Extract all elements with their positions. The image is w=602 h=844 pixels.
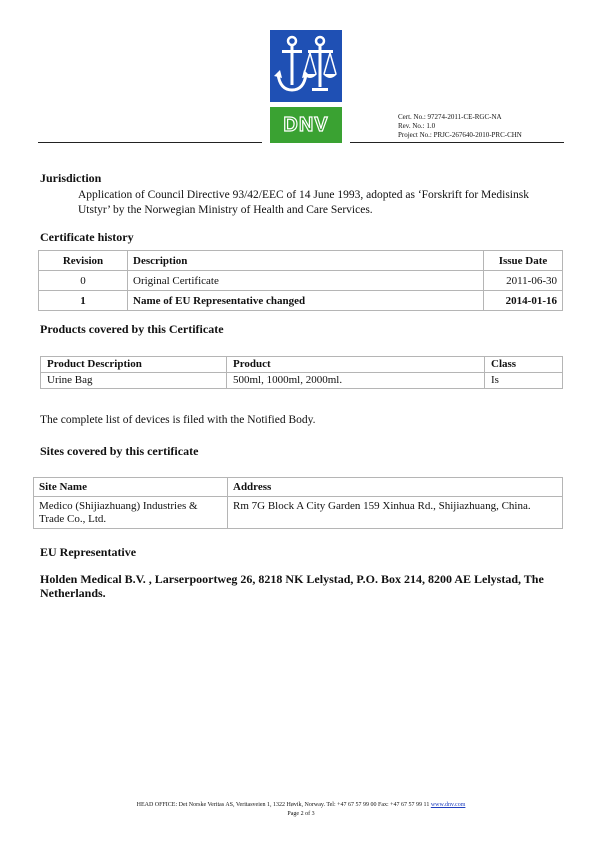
- revision-cell: 0: [39, 271, 128, 291]
- column-header: Address: [228, 478, 563, 497]
- table-row: [34, 497, 563, 529]
- products-heading: Products covered by this Certificate: [40, 322, 224, 336]
- website-link[interactable]: www.dnv.com: [430, 802, 466, 808]
- column-header: Class: [485, 357, 563, 373]
- eu-rep-address: [40, 572, 560, 600]
- project-number: Project No.: PRJC-267640-2010-PRC-CHN: [398, 131, 522, 139]
- table-header-row: [41, 357, 563, 373]
- address-cell: Rm 7G Block A City Garden 159 Xinhua Rd., Shijiazhuang, China.: [228, 497, 563, 529]
- devices-note: The complete list of devices is filed with the Notified Body.: [40, 414, 316, 426]
- revision-cell: 1: [39, 291, 128, 311]
- history-table: [38, 250, 563, 311]
- table-row: [41, 373, 563, 389]
- jurisdiction-heading: Jurisdiction: [40, 171, 102, 185]
- table-header-row: [39, 251, 563, 271]
- site-name-cell: [34, 497, 228, 529]
- sites-table: [33, 477, 563, 529]
- revision-number: Rev. No.: 1.0: [398, 122, 436, 130]
- history-heading: Certificate history: [40, 230, 134, 244]
- eu-rep-line-1: Holden Medical B.V. , Larserpoortweg 26, 8218 NK Lelystad, P.O. Box 214, 8200 AE Lelystad, The: [40, 572, 544, 586]
- site-name-line-1: Medico (Shijiazhuang) Industries &: [39, 500, 198, 512]
- column-header: Site Name: [34, 478, 228, 497]
- page-number: Page 2 of 3: [287, 811, 315, 817]
- product-cell: 500ml, 1000ml, 2000ml.: [227, 373, 485, 389]
- column-header: Product: [227, 357, 485, 373]
- dnv-logo: [270, 107, 342, 143]
- cert-number: Cert. No.: 97274-2011-CE-RGC-NA: [398, 113, 502, 121]
- dnv-logo-text: DNV: [283, 113, 329, 136]
- head-office-text: HEAD OFFICE: Det Norske Veritas AS, Veritasveien 1, 1322 Høvik, Norway. Tel: +47 67 57 99 00 Fax: +47 67 57 99 11: [136, 802, 430, 808]
- eu-rep-line-2: Netherlands.: [40, 586, 106, 600]
- class-cell: Is: [485, 373, 563, 389]
- product-description-cell: Urine Bag: [41, 373, 227, 389]
- description-cell: Original Certificate: [128, 271, 484, 291]
- column-header: Description: [128, 251, 484, 271]
- table-row: [39, 271, 563, 291]
- products-table: [40, 356, 563, 389]
- anchor-and-scales-icon: [270, 30, 342, 102]
- column-header: Revision: [39, 251, 128, 271]
- date-cell: 2011-06-30: [484, 271, 563, 291]
- sites-heading: Sites covered by this certificate: [40, 444, 199, 458]
- column-header: Issue Date: [484, 251, 563, 271]
- site-name-line-2: Trade Co., Ltd.: [39, 513, 107, 525]
- jurisdiction-line-2: Utstyr’ by the Norwegian Ministry of Health and Care Services.: [78, 204, 373, 216]
- footer-head-office: [0, 802, 602, 808]
- table-row: [39, 291, 563, 311]
- certificate-meta: [398, 113, 522, 140]
- jurisdiction-line-1: Application of Council Directive 93/42/EEC of 14 June 1993, adopted as ‘Forskrift for Medisinsk: [78, 189, 529, 201]
- date-cell: 2014-01-16: [484, 291, 563, 311]
- header-rule-left: [38, 142, 262, 143]
- eu-rep-heading: EU Representative: [40, 545, 137, 559]
- column-header: Product Description: [41, 357, 227, 373]
- table-header-row: [34, 478, 563, 497]
- jurisdiction-text: [78, 188, 558, 218]
- description-cell: Name of EU Representative changed: [128, 291, 484, 311]
- header-rule-right: [350, 142, 564, 143]
- dnv-emblem: [270, 30, 342, 102]
